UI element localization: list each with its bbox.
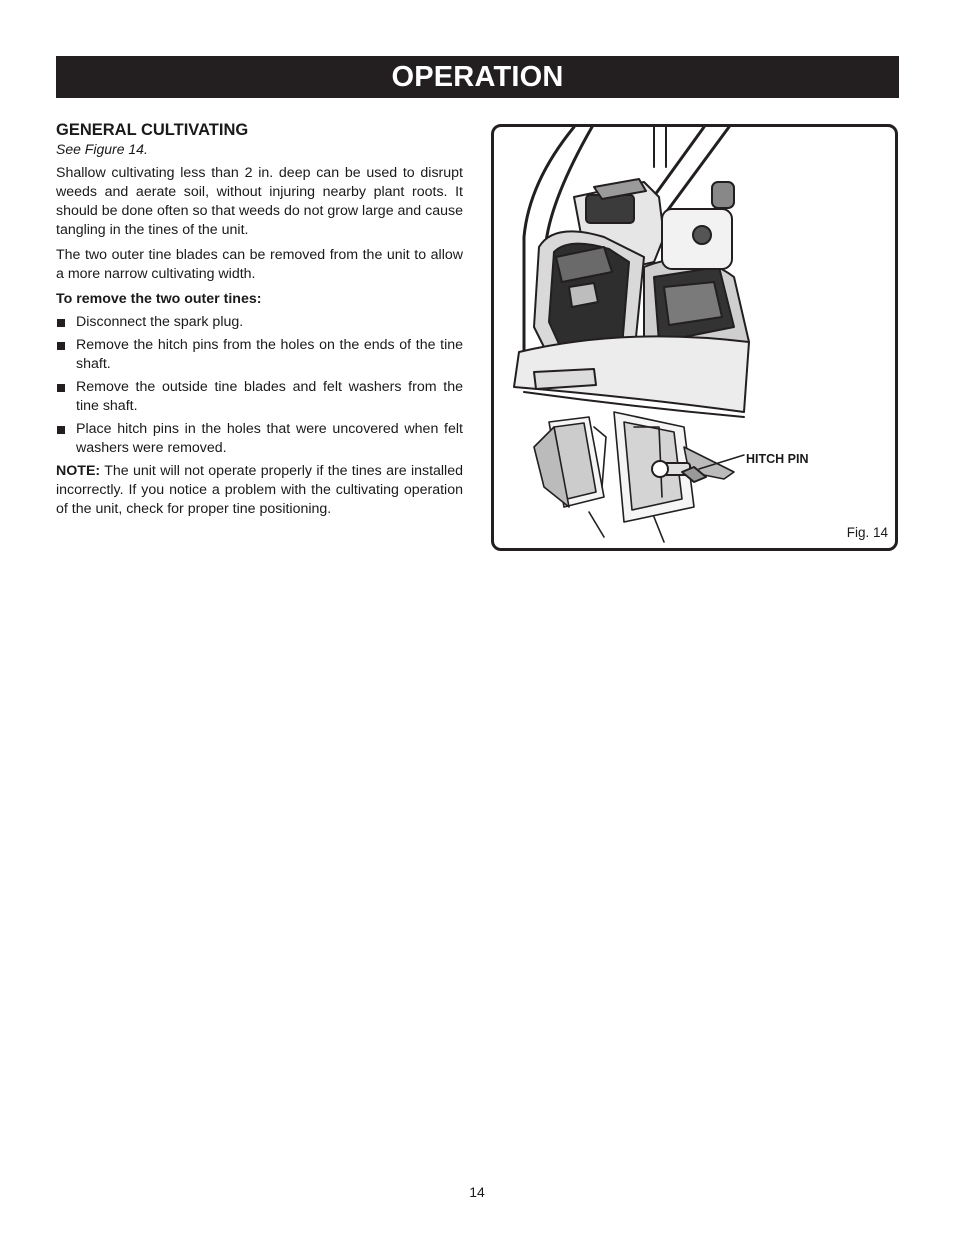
steps-heading: To remove the two outer tines: [56, 291, 262, 307]
section-heading: GENERAL CULTIVATING [56, 121, 249, 139]
cultivator-illustration [494, 127, 895, 548]
page-title: OPERATION [391, 60, 564, 93]
steps-list [56, 313, 463, 458]
list-item [56, 313, 463, 332]
intro-paragraph: Shallow cultivating less than 2 in. deep can be used to disrupt weeds and aerate soil, without injuring nearby plant roots. It should be done often so that weeds do not grow large and cause tangling in the tines of the unit. [56, 165, 463, 238]
section-banner [56, 56, 899, 98]
figure-reference: See Figure 14. [56, 141, 148, 157]
instructions-column [56, 120, 463, 519]
step-text: Place hitch pins in the holes that were uncovered when felt washers were removed. [76, 421, 463, 456]
step-text: Remove the hitch pins from the holes on the ends of the tine shaft. [76, 337, 463, 372]
bullet-square-icon [57, 426, 65, 434]
bullet-square-icon [57, 319, 65, 327]
note-paragraph [56, 462, 463, 519]
bullet-square-icon [57, 384, 65, 392]
list-item [56, 378, 463, 416]
bullet-square-icon [57, 342, 65, 350]
page-number: 14 [469, 1184, 485, 1200]
list-item [56, 420, 463, 458]
list-item [56, 336, 463, 374]
figure-14 [491, 124, 898, 551]
hitch-pin-callout: HITCH PIN [746, 452, 809, 466]
note-text: The unit will not operate properly if the tines are installed incorrectly. If you notice a problem with the cultivating operation of the unit, check for proper tine positioning. [56, 463, 463, 517]
step-text: Remove the outside tine blades and felt washers from the tine shaft. [76, 379, 463, 414]
tine-removal-paragraph: The two outer tine blades can be removed from the unit to allow a more narrow cultivating width. [56, 247, 463, 282]
figure-label: Fig. 14 [846, 525, 888, 540]
note-label: NOTE: [56, 463, 101, 479]
step-text: Disconnect the spark plug. [76, 314, 244, 330]
